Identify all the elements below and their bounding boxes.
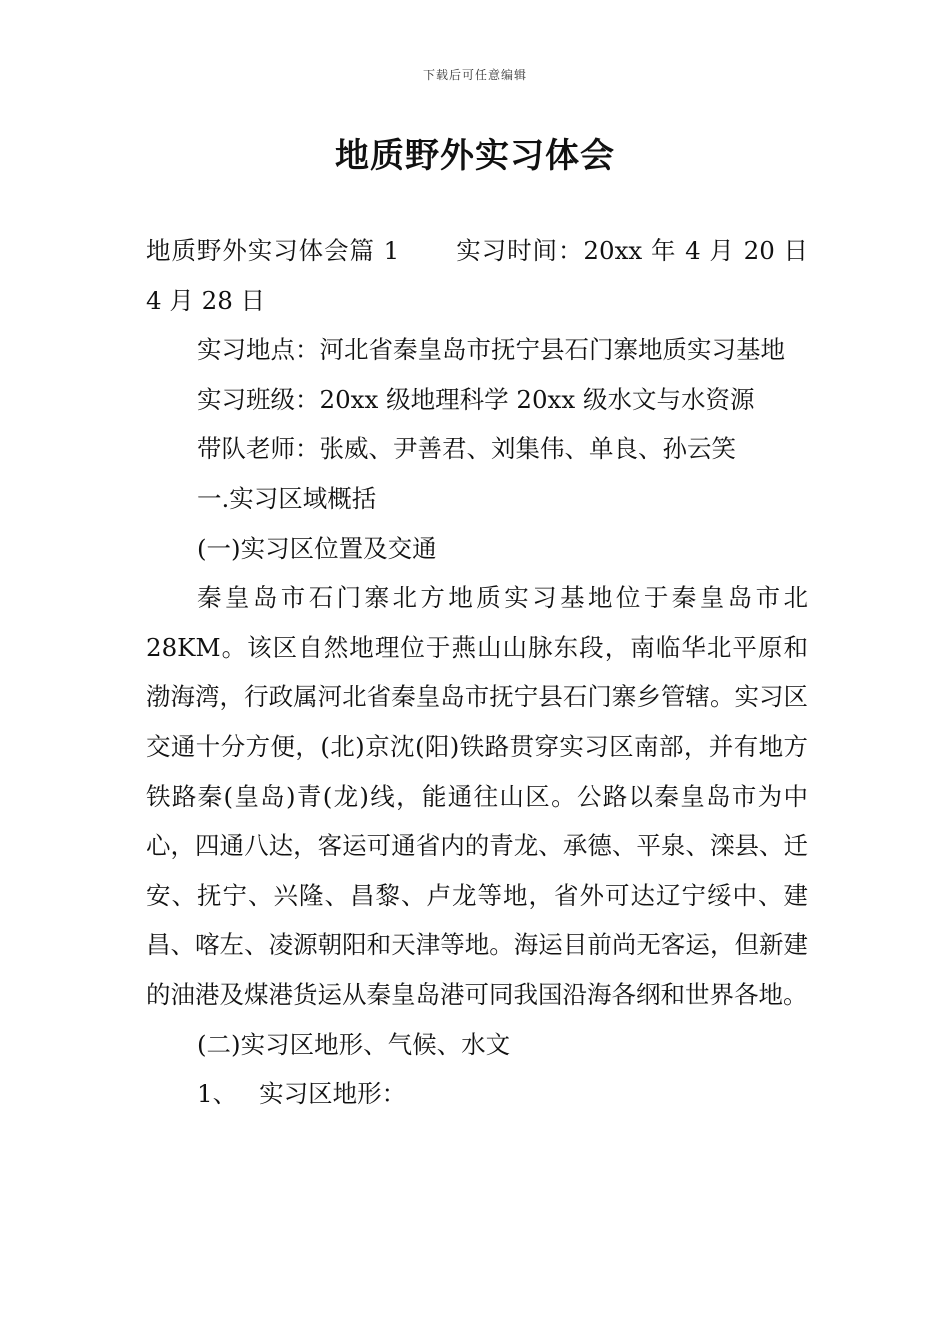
list-item (146, 1069, 808, 1119)
list-item-text: 实习区地形： (259, 1079, 407, 1109)
location-description: 秦皇岛市石门寨北方地质实习基地位于秦皇岛市北 28KM。该区自然地理位于燕山山脉东段，南临华北平原和渤海湾，行政属河北省秦皇岛市抚宁县石门寨乡管辖。实习区交通十分方便，(北)京沈(阳)铁路贯穿实习区南部，并有地方铁路秦(皇岛)青(龙)线，能通往山区。公路以秦皇岛市为中心，四通八达，客运可通省内的青龙、承德、平泉、滦县、迁安、抚宁、兴隆、昌黎、卢龙等地，省外可达辽宁绥中、建昌、喀左、凌源朝阳和天津等地。海运目前尚无客运，但新建的油港及煤港货运从秦皇岛港可同我国沿海各纲和世界各地。 (146, 583, 808, 1009)
internship-time: 实习时间：20xx 年 4 月 20 日 4 月 28 日 (146, 236, 809, 315)
internship-class: 实习班级：20xx 级地理科学 20xx 级水文与水资源 (197, 384, 755, 414)
article-heading: 地质野外实习体会篇 1 (146, 236, 400, 265)
subsection-heading-two: (二)实习区地形、气候、水文 (197, 1029, 511, 1059)
internship-location: 实习地点：河北省秦皇岛市抚宁县石门寨地质实习基地 (197, 335, 785, 365)
lead-teachers: 带队老师：张威、尹善君、刘集伟、单良、孙云笑 (197, 434, 736, 464)
section-heading-one: 一.实习区域概括 (197, 483, 377, 513)
subsection-heading-one: (一)实习区位置及交通 (197, 533, 437, 563)
first-paragraph (146, 226, 808, 325)
document-title: 地质野外实习体会 (335, 136, 615, 176)
header-note: 下载后可任意编辑 (422, 68, 527, 82)
document-body (146, 226, 808, 1119)
list-item-number: 1、 (197, 1079, 238, 1109)
